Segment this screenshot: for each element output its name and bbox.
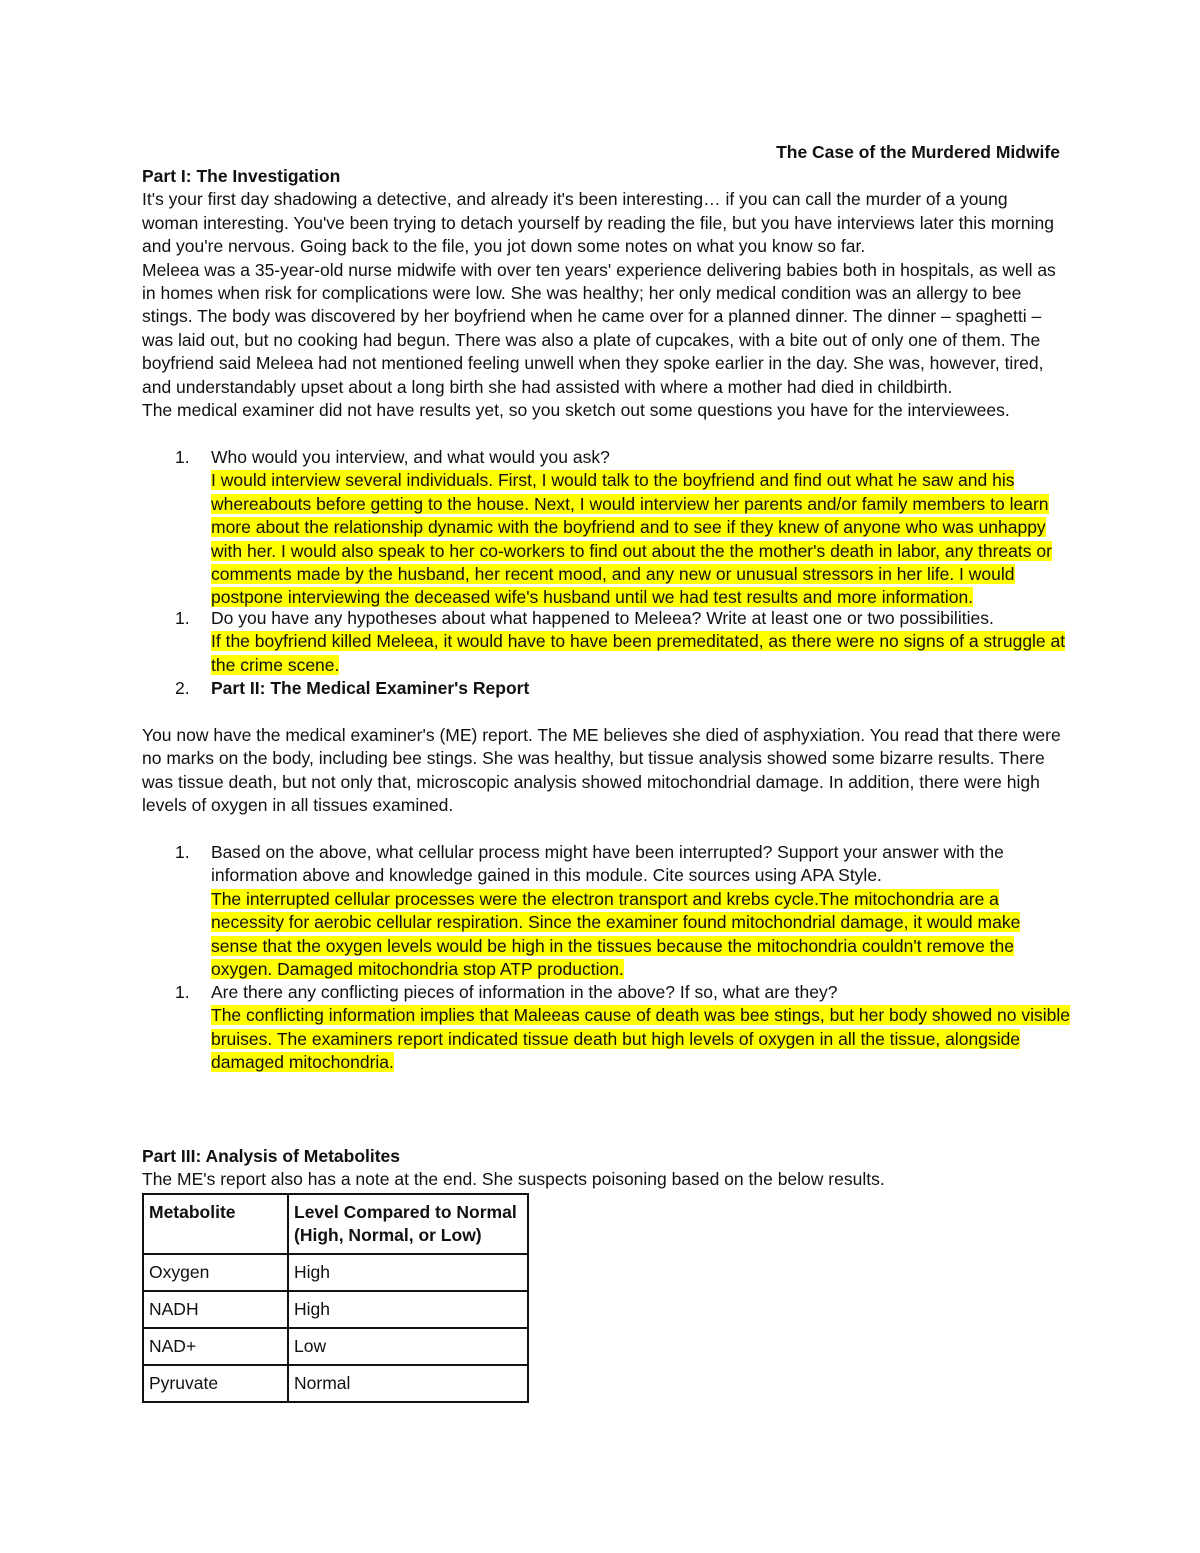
part2-q2-number: 1.: [175, 982, 190, 1002]
table-row: [143, 1254, 528, 1291]
part2-q1-question: Based on the above, what cellular process might have been interrupted? Support your answer with the information above and knowledge gained in this module. Cite sources using APA Style.: [211, 842, 1004, 886]
part2-intro: You now have the medical examiner's (ME) report. The ME believes she died of asphyxiation. You read that there were no marks on the body, including bee stings. She was healthy, but tissue analysis showed some bizarre results. There was tissue death, but not only that, microscopic analysis showed mitochondrial damage. In addition, there were high levels of oxygen in all tissues examined.: [142, 725, 1061, 816]
part1-q1: [211, 446, 1071, 610]
part1-q1-question: Who would you interview, and what would you ask?: [211, 447, 610, 467]
table-cell: NAD+: [143, 1328, 288, 1365]
table-header-row: [143, 1194, 528, 1254]
part1-q1-number: 1.: [175, 447, 190, 467]
part3-section: [142, 1145, 1062, 1192]
part2-q2-answer: The conflicting information implies that Maleeas cause of death was bee stings, but her body showed no visible bruises. The examiners report indicated tissue death but high levels of oxygen in all the tissue, alongside damaged mitochondria.: [211, 1005, 1070, 1073]
table-cell: Low: [288, 1328, 528, 1365]
part2-q1-number: 1.: [175, 842, 190, 862]
document-title: The Case of the Murdered Midwife: [776, 142, 1060, 162]
part2-q2-question: Are there any conflicting pieces of information in the above? If so, what are they?: [211, 982, 838, 1002]
table-cell: Pyruvate: [143, 1365, 288, 1402]
part1-heading: Part I: The Investigation: [142, 166, 341, 186]
part1-section: [142, 165, 1062, 422]
part2-q1-answer: The interrupted cellular processes were the electron transport and krebs cycle.The mitochondria are a necessity for aerobic cellular respiration. Since the examiner found mitochondrial damage, it would make sense that the oxygen levels would be high in the tissues because the mitochondria couldn't remove the oxygen. Damaged mitochondria stop ATP production.: [211, 888, 1021, 980]
table-cell: High: [288, 1254, 528, 1291]
table-cell: Oxygen: [143, 1254, 288, 1291]
part1-q2-question: Do you have any hypotheses about what happened to Meleea? Write at least one or two possibilities.: [211, 608, 994, 628]
part2-number: 2.: [175, 678, 190, 698]
part2-heading: Part II: The Medical Examiner's Report: [211, 678, 530, 698]
table-header-cell: Metabolite: [143, 1194, 288, 1254]
part1-q2-number: 1.: [175, 608, 190, 628]
part3-intro: The ME's report also has a note at the end. She suspects poisoning based on the below results.: [142, 1169, 885, 1190]
table-header-cell: Level Compared to Normal (High, Normal, or Low): [288, 1194, 528, 1254]
part1-story: Meleea was a 35-year-old nurse midwife with over ten years' experience delivering babies both in hospitals, as well as in homes when risk for complications were low. She was healthy; her only medical condition was an allergy to bee stings. The body was discovered by her boyfriend when he came over for a planned dinner. The dinner – spaghetti – was laid out, but no cooking had begun. There was also a plate of cupcakes, with a bite out of only one of them. The boyfriend said Meleea had not mentioned feeling unwell when they spoke earlier in the day. She was, however, tired, and understandably upset about a long birth she had assisted with where a mother had died in childbirth.: [142, 259, 1056, 397]
part1-closing: The medical examiner did not have results yet, so you sketch out some questions you have for the interviewees.: [142, 400, 1010, 421]
table-cell: High: [288, 1291, 528, 1328]
metabolite-table: [142, 1193, 529, 1403]
part3-heading: Part III: Analysis of Metabolites: [142, 1146, 401, 1166]
table-row: [143, 1365, 528, 1402]
table-cell: Normal: [288, 1365, 528, 1402]
part1-q2-answer: If the boyfriend killed Meleea, it would have to have been premeditated, as there were no signs of a struggle at the crime scene.: [211, 631, 1066, 675]
part2-q1: [211, 841, 1071, 981]
part2-q2: [211, 981, 1071, 1075]
table-row: [143, 1328, 528, 1365]
part2-section: [142, 724, 1062, 818]
table-cell: NADH: [143, 1291, 288, 1328]
part1-intro: It's your first day shadowing a detective, and already it's been interesting… if you can call the murder of a young woman interesting. You've been trying to detach yourself by reading the file, but you have interviews later this morning and you're nervous. Going back to the file, you jot down some notes on what you know so far.: [142, 189, 1054, 257]
table-row: [143, 1291, 528, 1328]
part1-q1-answer: I would interview several individuals. First, I would talk to the boyfriend and find out what he saw and his whereabouts before getting to the house. Next, I would interview her parents and/or family members to learn more about the relationship dynamic with the boyfriend and to see if they knew of anyone who was unhappy with her. I would also speak to her co-workers to find out about the the mother's death in labor, any threats or comments made by the husband, her recent mood, and any new or unusual stressors in her life. I would postpone interviewing the deceased wife's husband until we had test results and more information.: [211, 470, 1052, 608]
part1-q2: [211, 607, 1071, 677]
